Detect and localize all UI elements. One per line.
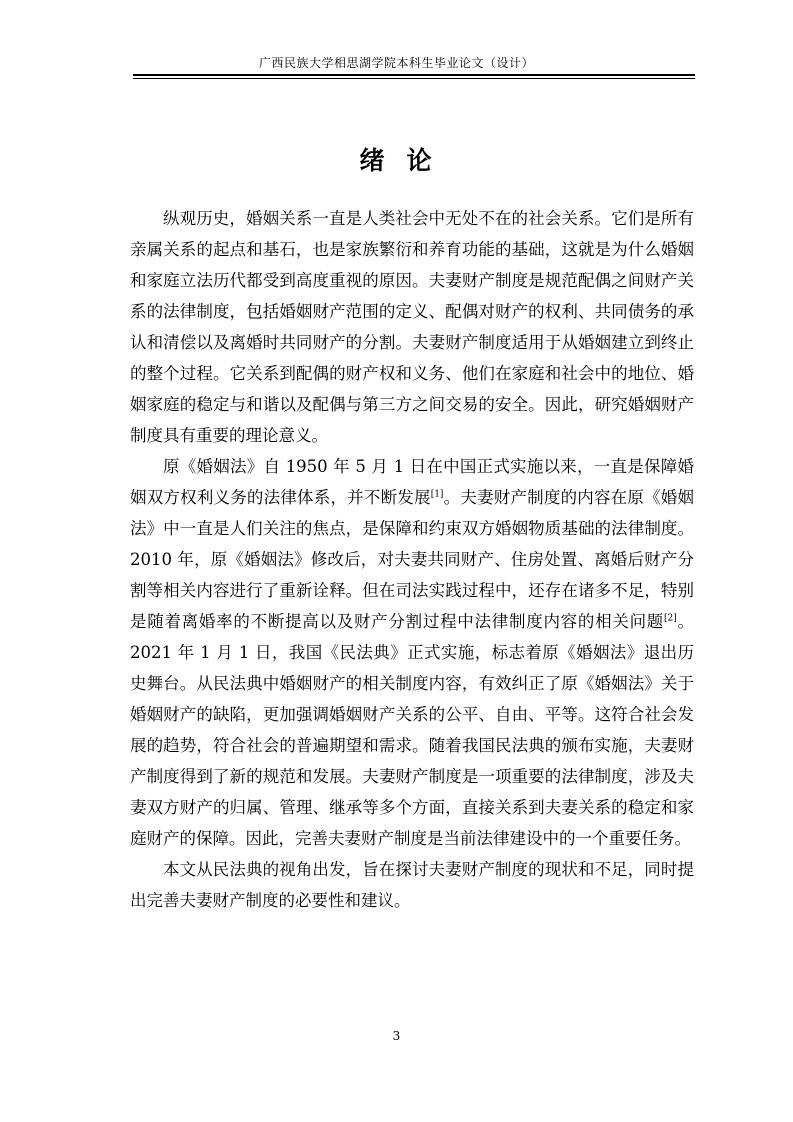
paragraph-1: 纵观历史，婚姻关系一直是人类社会中无处不在的社会关系。它们是所有亲属关系的起点和基石，也是家族繁衍和养育功能的基础，这就是为什么婚姻和家庭立法历代都受到高度重视的原因。夫妻财产制度是规范配偶之间财产关系的法律制度，包括婚姻财产范围的定义、配偶对财产的权利、共同债务的承认和清偿以及离婚时共同财产的分割。夫妻财产制度适用于从婚姻建立到终止的整个过程。它关系到配偶的财产权和义务、他们在家庭和社会中的地位、婚姻家庭的稳定与和谐以及配偶与第三方之间交易的安全。因此，研究婚姻财产制度具有重要的理论意义。 [130,209,694,445]
citation-2: [2] [664,613,677,624]
chapter-title [0,143,793,179]
header-rule-thick [133,74,695,76]
chapter-title-char-1: 绪 [359,146,387,175]
running-header: 广西民族大学相思湖学院本科生毕业论文（设计） [258,56,534,70]
paragraph-2-part-3: 。2021 年 1 月 1 日，我国《民法典》正式实施，标志着原《婚姻法》退出历史舞台。从民法典中婚姻财产的相关制度内容，有效纠正了原《婚姻法》关于婚姻财产的缺陷，更加强调婚姻财产关系的公平、自由、平等。这符合社会发展的趋势，符合社会的普遍期望和需求。随着我国民法典的颁布实施，夫妻财产制度得到了新的规范和发展。夫妻财产制度是一项重要的法律制度，涉及夫妻双方财产的归属、管理、继承等多个方面，直接关系到夫妻关系的稳定和家庭财产的保障。因此，完善夫妻财产制度是当前法律建设中的一个重要任务。 [130,612,695,848]
page-number: 3 [392,1029,401,1043]
paragraph-2-part-1: 原《婚姻法》自 1950 年 5 月 1 日在中国正式实施以来，一直是保障婚姻双方权利义务的法律体系，并不断发展 [130,457,694,507]
chapter-title-char-2: 论 [406,146,434,175]
paragraph-2-part-2: 。夫妻财产制度的内容在原《婚姻法》中一直是人们关注的焦点，是保障和约束双方婚姻物质基础的法律制度。2010 年，原《婚姻法》修改后，对夫妻共同财产、住房处置、离婚后财产分割等相关内容进行了重新诠释。但在司法实践过程中，还存在诸多不足，特别是随着离婚率的不断提高以及财产分割过程中法律制度内容的相关问题 [130,488,695,631]
paragraph-3: 本文从民法典的视角出发，旨在探讨夫妻财产制度的现状和不足，同时提出完善夫妻财产制度的必要性和建议。 [130,860,694,910]
paragraph-2 [130,451,694,854]
citation-1: [1] [430,489,444,500]
body-text [130,203,694,916]
header-rule-thin [133,78,695,79]
